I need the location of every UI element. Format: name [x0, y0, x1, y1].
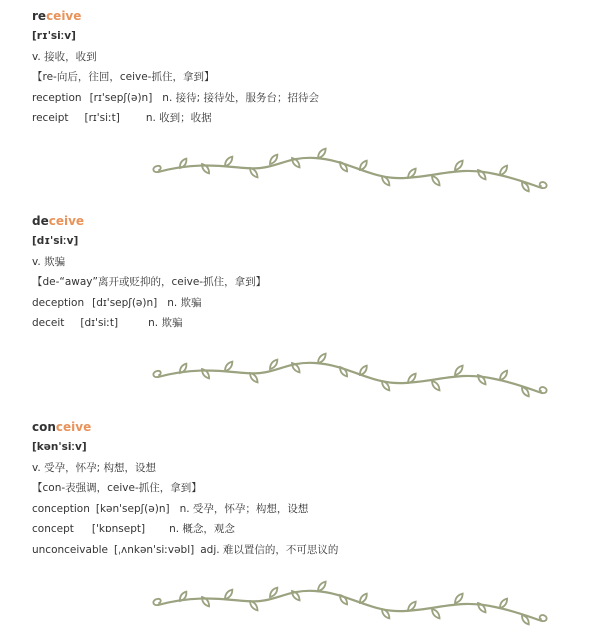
headword	[32, 6, 592, 26]
derivative-phonetic: [rɪ'siːt]	[84, 112, 120, 124]
derivative-row	[32, 540, 592, 561]
etymology: 【con-表强调，ceive-抓住，拿到】	[32, 482, 202, 494]
headword-root: ceive	[55, 420, 92, 434]
headword	[32, 417, 592, 437]
derivative-word: receipt	[32, 112, 69, 124]
vine-divider	[150, 146, 550, 194]
derivative-row	[32, 499, 592, 520]
derivative-phonetic: [ˌʌnkən'siːvəbl]	[114, 543, 195, 556]
entry-deceive	[32, 211, 592, 334]
part-of-speech-meaning: v. 欺骗	[32, 255, 66, 268]
derivative-word: concept	[32, 523, 74, 535]
derivative-phonetic: [rɪ'sepʃ(ə)n]	[89, 91, 153, 104]
derivative-row	[32, 293, 592, 314]
derivative-row	[32, 108, 592, 129]
derivative-meaning: adj. 难以置信的，不可思议的	[200, 543, 339, 556]
etymology: 【de-“away”离开或贬抑的，ceive-抓住，拿到】	[32, 276, 267, 288]
derivative-phonetic: ['kɒnsept]	[91, 523, 146, 535]
headword-phonetic: [rɪ'siːv]	[32, 30, 76, 42]
derivative-phonetic: [dɪ'siːt]	[80, 317, 119, 329]
derivative-phonetic: [kən'sepʃ(ə)n]	[95, 502, 170, 515]
headword-root: ceive	[46, 9, 82, 23]
derivative-word: deceit	[32, 317, 65, 329]
derivative-row	[32, 519, 592, 540]
derivative-meaning: n. 受孕，怀孕；构想，设想	[179, 502, 309, 515]
derivative-row	[32, 88, 592, 109]
derivative-word: unconceivable	[32, 543, 109, 556]
derivative-meaning: n. 欺骗	[167, 296, 202, 309]
derivative-meaning: n. 收到；收据	[145, 112, 212, 124]
headword-prefix: de	[32, 214, 49, 228]
vine-divider	[150, 351, 550, 399]
headword-root: ceive	[48, 214, 85, 228]
derivative-word: deception	[32, 296, 85, 309]
headword-phonetic: [kən'siːv]	[32, 441, 87, 453]
headword-prefix: re	[32, 9, 47, 23]
derivative-word: conception	[32, 502, 90, 515]
headword-phonetic: [dɪ'siːv]	[32, 235, 79, 247]
headword-prefix: con	[32, 420, 56, 434]
vine-divider	[150, 579, 550, 627]
etymology: 【re-向后，往回，ceive-抓住，拿到】	[32, 71, 215, 83]
derivative-meaning: n. 欺骗	[148, 317, 183, 329]
part-of-speech-meaning: v. 受孕，怀孕; 构想，设想	[32, 461, 156, 474]
headword	[32, 211, 592, 231]
derivative-meaning: n. 概念，观念	[169, 523, 235, 535]
part-of-speech-meaning: v. 接收，收到	[32, 50, 97, 63]
entry-conceive	[32, 417, 592, 560]
derivative-phonetic: [dɪ'sepʃ(ə)n]	[92, 296, 158, 309]
entry-receive	[32, 6, 592, 129]
derivative-word: reception	[32, 91, 82, 104]
derivative-row	[32, 313, 592, 334]
derivative-meaning: n. 接待; 接待处，服务台；招待会	[162, 91, 320, 104]
